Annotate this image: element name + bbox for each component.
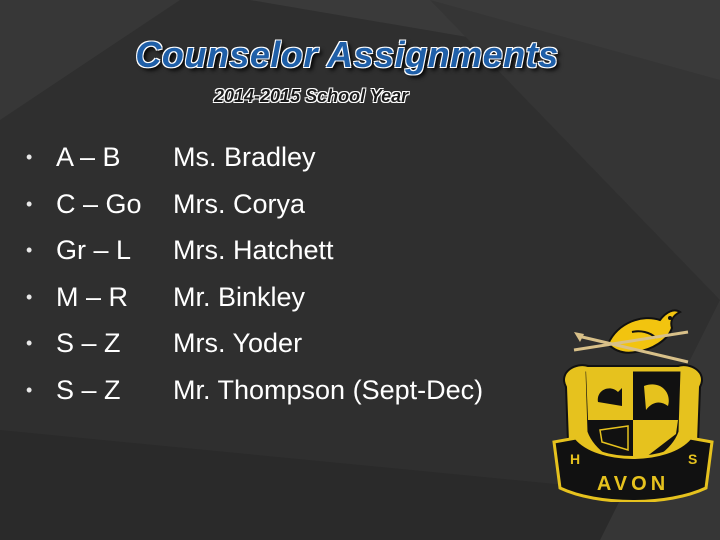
bullet-icon: • (26, 333, 33, 353)
bullet-icon: • (26, 286, 33, 307)
bullet-icon: • (26, 193, 33, 214)
bullet-icon: • (26, 147, 33, 167)
slide-subtitle: 2014-2015 School Year (214, 86, 409, 106)
banner-text: AVON (596, 473, 670, 495)
slide-title: Counselor Assignments (135, 34, 559, 75)
banner-letter-right: S (688, 451, 698, 467)
bullet-icon: • (26, 379, 33, 400)
bird-icon (574, 310, 688, 362)
banner-letter-left: H (570, 451, 581, 467)
letter-range: S – Z (56, 374, 121, 405)
counselor-name: Mrs. Yoder (173, 328, 303, 358)
counselor-name: Ms. Bradley (173, 142, 316, 172)
letter-range: A – B (56, 142, 121, 172)
counselor-name: Mrs. Corya (173, 188, 306, 219)
letter-range: Gr – L (56, 235, 132, 265)
letter-range: M – R (56, 281, 129, 312)
school-crest-logo (548, 292, 718, 502)
counselor-name: Mr. Thompson (Sept-Dec) (173, 374, 484, 405)
letter-range: C – Go (56, 188, 142, 219)
bullet-icon: • (26, 240, 33, 260)
counselor-name: Mrs. Hatchett (173, 235, 334, 265)
counselor-name: Mr. Binkley (173, 281, 306, 312)
letter-range: S – Z (56, 328, 121, 358)
